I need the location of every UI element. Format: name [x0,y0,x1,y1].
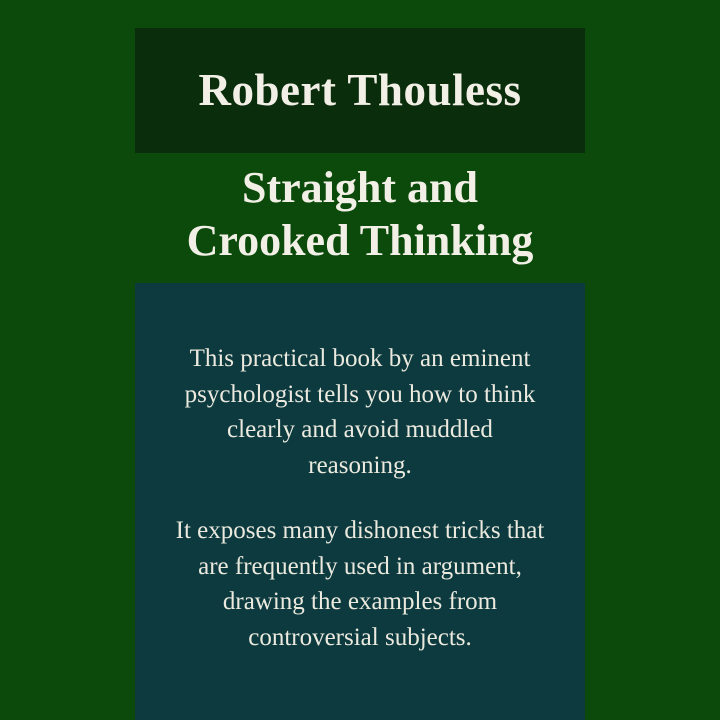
blurb-paragraph-2: It exposes many dishonest tricks that are frequently used in argument, drawing the examples from controversial subjects. [175,517,545,651]
book-title [110,162,610,268]
blurb-paragraph-1: This practical book by an eminent psychologist tells you how to think clearly and avoid muddled reasoning. [184,345,536,479]
title-line-2: Crooked Thinking [186,215,534,265]
author-name: Robert Thouless [198,64,522,115]
title-line-1: Straight and [242,163,478,212]
blurb-text [155,283,565,720]
